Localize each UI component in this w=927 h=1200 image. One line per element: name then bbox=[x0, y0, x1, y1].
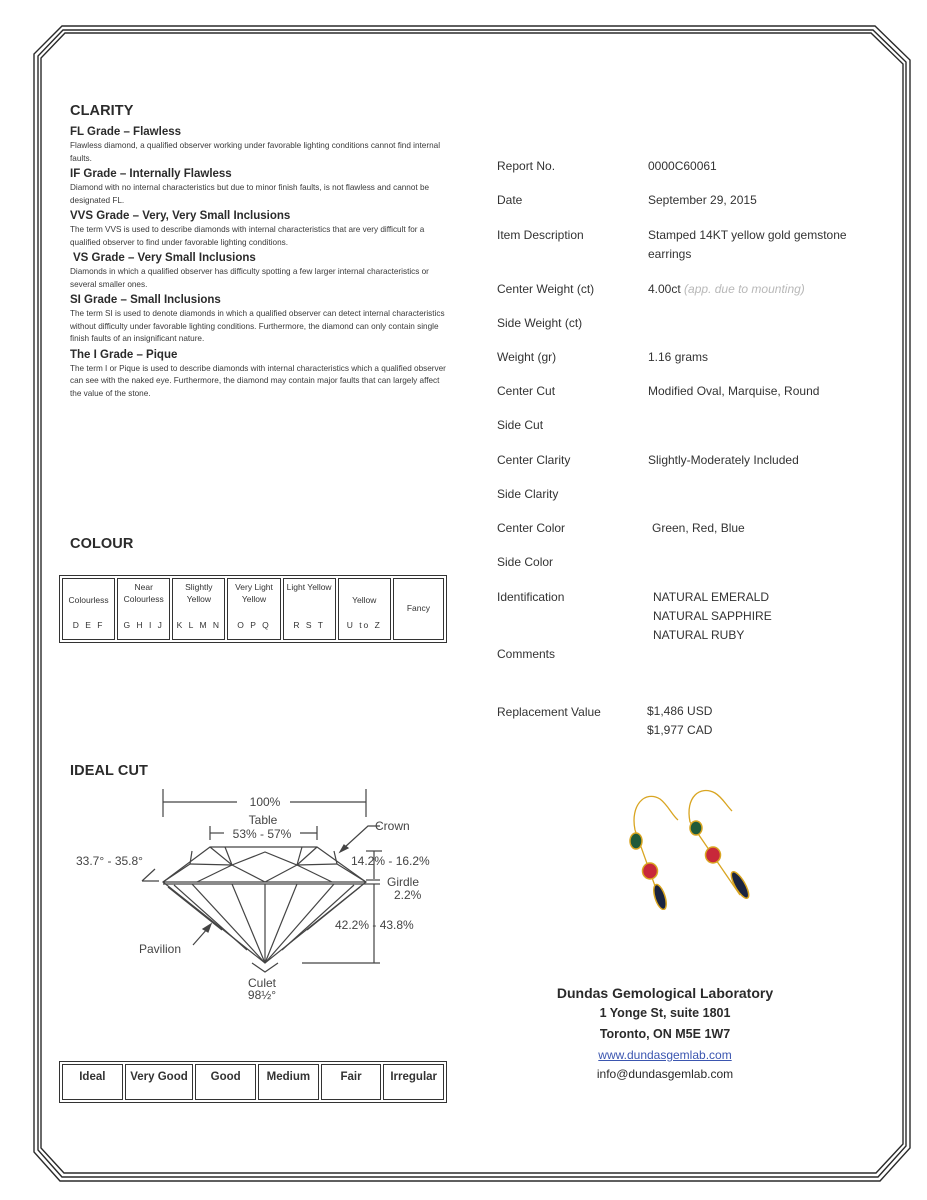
earrings-photo bbox=[600, 785, 770, 910]
field-label-side-clarity: Side Clarity bbox=[497, 487, 559, 501]
table-range-label: 53% - 57% bbox=[232, 827, 292, 841]
field-label-comments: Comments bbox=[497, 647, 556, 661]
lab-name: Dundas Gemological Laboratory bbox=[556, 985, 774, 1001]
colour-cell bbox=[283, 578, 336, 640]
grade-description: Diamond with no internal characteristics but due to minor finish faults, is not flawless and cannot be designated FL. bbox=[70, 183, 430, 205]
colour-cell bbox=[62, 578, 115, 640]
colour-name: Yellow bbox=[352, 595, 377, 605]
field-value-date: September 29, 2015 bbox=[648, 193, 757, 207]
field-label-center-clarity: Center Clarity bbox=[497, 453, 571, 467]
colour-cell bbox=[338, 578, 391, 640]
crown-height-label: 14.2% - 16.2% bbox=[351, 854, 430, 868]
cut-grade-cell: Medium bbox=[258, 1064, 319, 1100]
grade-heading: IF Grade – Internally Flawless bbox=[70, 168, 232, 180]
clarity-grade-if bbox=[70, 167, 450, 207]
field-label-side-color: Side Color bbox=[497, 555, 554, 569]
lab-website-link[interactable]: www.dundasgemlab.com bbox=[598, 1048, 732, 1062]
cut-grade-cell: Very Good bbox=[125, 1064, 194, 1100]
lab-contact-block bbox=[490, 983, 840, 1083]
colour-scale-table bbox=[59, 575, 447, 643]
crown-label: Crown bbox=[375, 819, 410, 833]
grade-heading: VS Grade – Very Small Inclusions bbox=[73, 252, 256, 264]
clarity-grade-i bbox=[70, 348, 450, 401]
grade-heading: SI Grade – Small Inclusions bbox=[70, 294, 221, 306]
field-label-side-cut: Side Cut bbox=[497, 418, 544, 432]
colour-cell-fancy bbox=[393, 578, 444, 640]
girdle-value-label: 2.2% bbox=[394, 888, 422, 902]
field-label-report-no: Report No. bbox=[497, 159, 556, 173]
clarity-grade-vvs bbox=[70, 209, 450, 249]
cut-grade-cell: Ideal bbox=[62, 1064, 123, 1100]
culet-angle-label: 98½° bbox=[247, 988, 277, 1002]
field-value-center-clarity: Slightly-Moderately Included bbox=[648, 453, 799, 467]
identification-item: NATURAL SAPPHIRE bbox=[653, 609, 772, 623]
grade-heading: VVS Grade – Very, Very Small Inclusions bbox=[70, 210, 291, 222]
cut-grade-table bbox=[59, 1061, 447, 1103]
grade-description: The term I or Pique is used to describe diamonds with internal characteristics which a qualified observer can see with the naked eye. Furthermore, the diamond may contain major faults that can largely affect the value of the stone. bbox=[70, 363, 446, 398]
field-label-weight-gr: Weight (gr) bbox=[497, 350, 557, 364]
pavilion-depth-label: 42.2% - 43.8% bbox=[335, 918, 414, 932]
grade-heading: FL Grade – Flawless bbox=[70, 126, 182, 138]
colour-name: Colourless bbox=[68, 595, 109, 605]
replacement-value-usd: $1,486 USD bbox=[647, 704, 713, 718]
field-label-item-description: Item Description bbox=[497, 228, 584, 242]
grade-description: The term SI is used to denote diamonds in which a qualified observer can detect internal characteristics without difficulty under favorable lighting conditions. Furthermore, the diamond can only contain single finish faults of an insignificant nature. bbox=[70, 309, 445, 343]
field-label-identification: Identification bbox=[497, 590, 565, 604]
clarity-section bbox=[70, 103, 450, 401]
field-value-center-color: Green, Red, Blue bbox=[652, 521, 745, 535]
field-value-replacement-value bbox=[647, 702, 887, 740]
colour-name: Slightly Yellow bbox=[185, 582, 213, 604]
girdle-label: Girdle bbox=[387, 875, 420, 889]
colour-grades: D E F bbox=[72, 619, 105, 630]
diamond-proportions-diagram bbox=[62, 785, 452, 1015]
culet-label: Culet bbox=[247, 976, 277, 990]
colour-cell bbox=[117, 578, 170, 640]
lab-email[interactable]: info@dundasgemlab.com bbox=[596, 1067, 734, 1081]
field-value-report-no: 0000C60061 bbox=[648, 159, 717, 173]
field-value-center-cut: Modified Oval, Marquise, Round bbox=[648, 384, 820, 398]
cut-grade-cell: Good bbox=[195, 1064, 256, 1100]
field-label-side-weight: Side Weight (ct) bbox=[497, 316, 583, 330]
field-label-date: Date bbox=[497, 193, 523, 207]
field-value-item-description: Stamped 14KT yellow gold gemstone earrings bbox=[648, 228, 847, 261]
colour-title: COLOUR bbox=[70, 536, 134, 552]
field-value-identification bbox=[653, 588, 893, 645]
colour-grades: G H I J bbox=[123, 619, 164, 630]
replacement-value-cad: $1,977 CAD bbox=[647, 723, 713, 737]
grade-description: Diamonds in which a qualified observer has difficulty spotting a few larger internal characteristics or several smaller ones. bbox=[70, 267, 429, 289]
identification-item: NATURAL EMERALD bbox=[653, 590, 770, 604]
lab-address-line2: Toronto, ON M5E 1W7 bbox=[599, 1027, 731, 1041]
lab-address-line1: 1 Yonge St, suite 1801 bbox=[599, 1006, 731, 1020]
grade-description: The term VVS is used to describe diamonds with internal characteristics that are very difficult for a qualified observer to find under favorable lighting conditions. bbox=[70, 225, 425, 247]
grade-description: Flawless diamond, a qualified observer working under favorable lighting conditions cannot find internal faults. bbox=[70, 141, 441, 163]
field-value-weight-gr: 1.16 grams bbox=[648, 350, 709, 364]
cut-grade-cell: Fair bbox=[321, 1064, 382, 1100]
colour-name: Fancy bbox=[406, 603, 430, 614]
colour-cell bbox=[172, 578, 225, 640]
field-value-center-weight bbox=[648, 280, 888, 299]
field-label-center-weight: Center Weight (ct) bbox=[497, 282, 595, 296]
colour-grades: O P Q bbox=[237, 619, 271, 630]
field-label-center-cut: Center Cut bbox=[497, 384, 556, 398]
field-label-replacement-value: Replacement Value bbox=[497, 705, 601, 719]
colour-cell bbox=[227, 578, 280, 640]
clarity-grade-si bbox=[70, 293, 450, 346]
pavilion-label: Pavilion bbox=[139, 942, 182, 956]
clarity-grade-vs bbox=[70, 251, 450, 291]
total-width-label: 100% bbox=[249, 795, 281, 809]
field-label-center-color: Center Color bbox=[497, 521, 566, 535]
colour-name: Light Yellow bbox=[286, 582, 332, 592]
cut-grade-cell: Irregular bbox=[383, 1064, 444, 1100]
colour-name: Very Light Yellow bbox=[235, 582, 273, 604]
center-weight-note: (app. due to mounting) bbox=[684, 282, 805, 296]
crown-angle-label: 33.7° - 35.8° bbox=[76, 854, 143, 868]
colour-grades: R S T bbox=[293, 619, 325, 630]
clarity-title: CLARITY bbox=[70, 103, 134, 119]
ideal-cut-title: IDEAL CUT bbox=[70, 763, 148, 779]
colour-grades: K L M N bbox=[176, 619, 222, 630]
table-label: Table bbox=[248, 813, 278, 827]
colour-name: Near Colourless bbox=[123, 582, 164, 604]
center-weight-value: 4.00ct bbox=[648, 282, 681, 296]
colour-grades: U to Z bbox=[346, 619, 382, 630]
grade-heading: The I Grade – Pique bbox=[70, 348, 178, 361]
clarity-grade-fl bbox=[70, 125, 450, 165]
identification-item: NATURAL RUBY bbox=[653, 628, 745, 642]
